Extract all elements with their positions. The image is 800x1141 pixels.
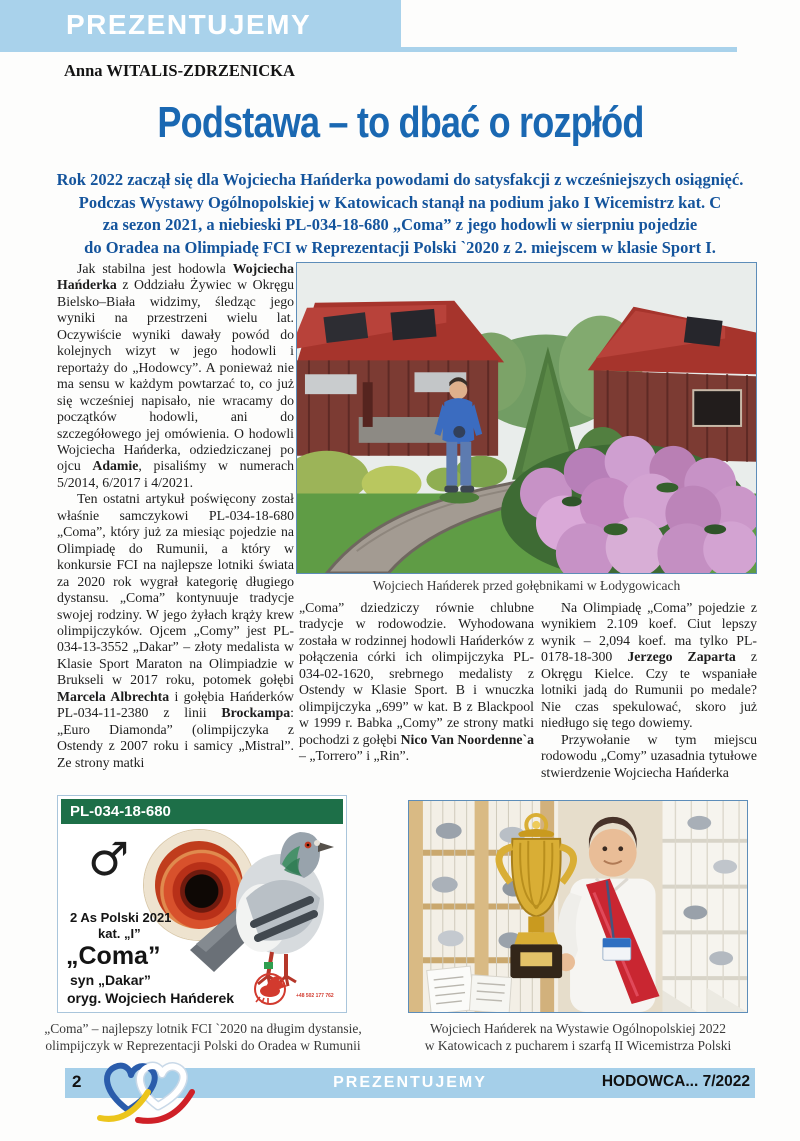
header-rule [401, 47, 737, 52]
article-column-3 [541, 600, 757, 781]
page-number: 2 [72, 1072, 82, 1091]
author-byline: Anna WITALIS-ZDRZENICKA [64, 61, 295, 80]
red-pigeon-logo-icon [246, 971, 298, 1007]
lead-line: Rok 2022 zaczął się dla Wojciecha Hańderka powodami do satysfakcji z wcześniejszych osiągnięć. [56, 170, 744, 189]
photographer-phone: +48 502 177 762 [296, 993, 334, 999]
hearts-logo-icon [92, 1060, 218, 1124]
paragraph: „Coma” dziedziczy równie chlubne tradycje w rodowodzie. Wyhodowana została w rodzinnej hodowli Hańderków z połączenia córki ich olimpijczyka PL-034-02-1620, srebrnego medalisty z Ostendy w Klasie Sport. B i wnuczka olimpijczyka „699” w kat. B z Blackpool w 1999 r. Babka „Comy” ze strony matki pochodzi z gołębi Nico Van Noordenne`a – „Torrero” i „Rin”. [299, 600, 534, 764]
article-title: Podstawa – to dbać o rozpłód [156, 98, 644, 147]
male-symbol-icon: ♂ [88, 832, 130, 886]
article-column-2 [299, 600, 534, 765]
card-caption: „Coma” – najlepszy lotnik FCI `2020 na długim dystansie, olimpijczyk w Reprezentacji Polski do Oradea w Rumunii [44, 1021, 362, 1053]
pigeon-origin: oryg. Wojciech Hańderek [67, 990, 235, 1006]
paragraph: Przywołanie w tym miejscu rodowodu „Comy” uzasadnia tytułowe stwierdzenie Wojciecha Hańderka [541, 731, 757, 780]
lead-line: do Oradea na Olimpiadę FCI w Reprezentacji Polski `2020 z 2. miejscem w klasie Sport I. [84, 237, 716, 257]
paragraph: Na Olimpiadę „Coma” pojedzie z wynikiem 2.109 koef. Ciut lepszy wynik – 2,094 koef. ma tylko PL-0178-18-300 Jerzego Zaparta z Okręgu Kielce. Czy te wspaniałe lotniki jadą do Rumunii po medale? Nie czas spekulować, skoro już niedługo się tego dowiemy. [541, 600, 757, 731]
paragraph: Ten ostatni artykuł poświęcony został właśnie samczykowi PL-034-18-680 „Coma”, który już za miesiąc pojedzie na Olimpiadę do Rumunii, a który w konkursie FCI na najlepsze lotniki świata za 2020 rok wygrał kategorię długiego dystansu. „Coma” kontynuuje tradycje swojej rodziny. W jego żyłach krąży krew olimpijczyków. Ojcem „Comy” jest PL-034-13-3552 „Dakar” – złoty medalista w Klasie Sport Maraton na Olimpiadzie w Brukseli w 2017 roku, potomek gołębi Marcela Albrechta i gołębia Hańderków PL-034-11-2380 z linii Brockampa: „Euro Diamonda” (olimpijczyka z Ostendy z 2007 roku i samicy „Mistral”. Ze strony matki [57, 491, 294, 770]
trophy-photo-caption: Wojciech Hańderek na Wystawie Ogólnopolskiej 2022 w Katowicach z pucharem i szarfą II Wicemistrza Polski [424, 1021, 732, 1053]
footer-issue: HODOWCA... 7/2022 [601, 1073, 750, 1090]
footer-section-label: PREZENTUJEMY [333, 1074, 487, 1091]
exhibition-scene-illustration [409, 801, 747, 1012]
article-column-1 [57, 261, 294, 771]
pigeon-card [57, 795, 347, 1013]
pigeon-name: „Coma” [66, 942, 161, 970]
ring-number-bar: PL-034-18-680 [61, 799, 343, 824]
main-photo-caption: Wojciech Hańderek przed gołębnikami w Łodygowicach [372, 578, 681, 593]
trophy-photo [408, 800, 748, 1013]
award-line: kat. „I” [98, 926, 141, 941]
article-lead [40, 169, 760, 259]
pigeon-parent-line: syn „Dakar” [70, 972, 151, 988]
loft-scene-illustration [297, 263, 756, 573]
main-photo [296, 262, 757, 574]
award-line: 2 As Polski 2021 [70, 910, 172, 925]
section-title: PREZENTUJEMY [66, 9, 312, 40]
pigeon-cages-right [663, 801, 748, 1012]
lead-line: za sezon 2021, a niebieski PL-034-18-680 „Coma” z jego hodowli w sierpniu pojedzie [102, 215, 698, 235]
paragraph: Jak stabilna jest hodowla Wojciecha Hańderka z Oddziału Żywiec w Okręgu Bielsko–Biała widzimy, śledząc jego wyniki na przestrzeni wielu lat. Oczywiście wyniki dawały powód do kolejnych wizyt w jego hodowli i reportaży do „Hodowcy”. A ponieważ nie ma sensu w każdym powtarzać to, co już się wcześniej napisało, nie wracamy do początków hodowli, ani do szczegółowego jej omówienia. O hodowli Wojciecha Hańderka, odziedziczanej po ojcu Adamie, pisaliśmy w numerach 5/2014, 6/2017 i 4/2021. [57, 261, 294, 490]
pigeon-illustration [188, 812, 344, 990]
lead-line: Podczas Wystawy Ogólnopolskiej w Katowicach stanął na podium jako I Wicemistrz kat. C [78, 192, 722, 212]
photographer-logo [246, 971, 342, 1007]
